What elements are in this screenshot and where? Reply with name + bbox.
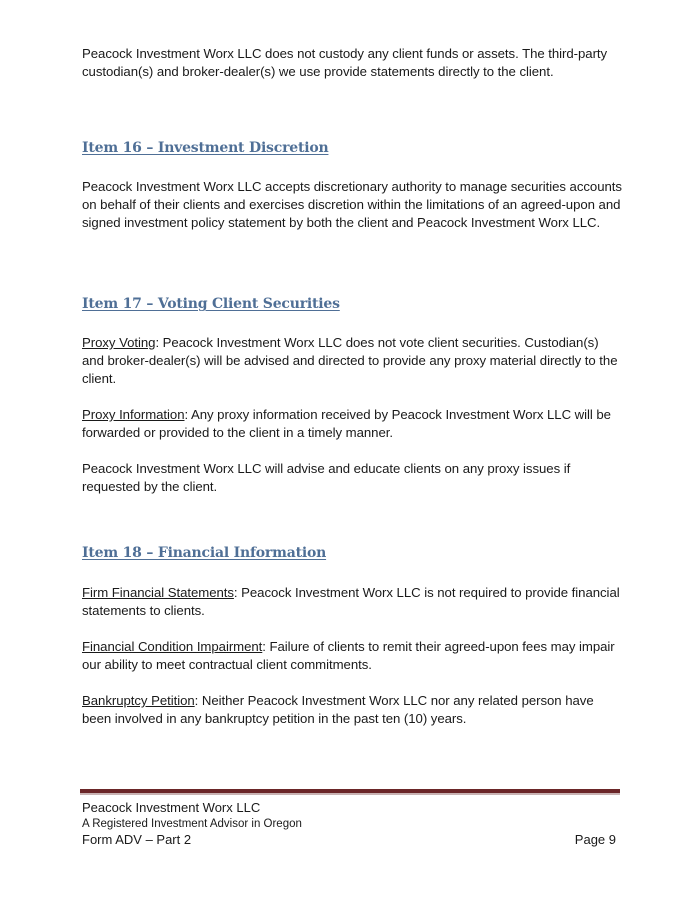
proxy-information-paragraph <box>82 406 622 442</box>
section-heading-item-17: Item 17 – Voting Client Securities <box>82 296 340 312</box>
bankruptcy-petition-label: Bankruptcy Petition <box>82 693 195 708</box>
proxy-education-paragraph <box>82 460 622 496</box>
proxy-information-label: Proxy Information <box>82 407 185 422</box>
paragraph-text: Peacock Investment Worx LLC accepts discretionary authority to manage securities accounts on behalf of their clients and exercises discretion within the limitations of an agreed-upon and signed investment policy statement by both the client and Peacock Investment Worx LLC. <box>82 179 622 230</box>
financial-condition-impairment-paragraph <box>82 638 622 674</box>
bankruptcy-petition-paragraph <box>82 692 622 728</box>
financial-condition-impairment-label: Financial Condition Impairment <box>82 639 263 654</box>
paragraph-text: Peacock Investment Worx LLC will advise and educate clients on any proxy issues if requested by the client. <box>82 461 571 494</box>
intro-paragraph: Peacock Investment Worx LLC does not custody any client funds or assets. The third-party custodian(s) and broker-dealer(s) we use provide statements directly to the client. <box>82 46 608 79</box>
section-heading-item-18: Item 18 – Financial Information <box>82 545 327 561</box>
paragraph-text: : Any proxy information received by Peacock Investment Worx LLC will be forwarded or provided to the client in a timely manner. <box>82 407 611 440</box>
page-number: Page 9 <box>574 832 616 847</box>
section-heading-item-16: Item 16 – Investment Discretion <box>82 140 329 156</box>
proxy-voting-paragraph <box>82 334 622 388</box>
footer-form-label: Form ADV – Part 2 <box>82 832 192 847</box>
footer-company-name: Peacock Investment Worx LLC <box>82 800 261 815</box>
paragraph-text: : Failure of clients to remit their agreed-upon fees may impair our ability to meet contractual client commitments. <box>82 639 615 672</box>
firm-financial-statements-paragraph <box>82 584 622 620</box>
paragraph-text: : Neither Peacock Investment Worx LLC nor any related person have been involved in any bankruptcy petition in the past ten (10) years. <box>82 693 594 726</box>
footer-tagline: A Registered Investment Advisor in Oregon <box>82 818 302 830</box>
paragraph-text: : Peacock Investment Worx LLC does not vote client securities. Custodian(s) and broker-dealer(s) will be advised and directed to provide any proxy material directly to the client. <box>82 335 618 386</box>
proxy-voting-label: Proxy Voting <box>82 335 156 350</box>
firm-financial-statements-label: Firm Financial Statements <box>82 585 234 600</box>
investment-discretion-paragraph <box>82 178 622 232</box>
footer-divider-shadow <box>80 793 620 795</box>
paragraph-text: : Peacock Investment Worx LLC is not required to provide financial statements to clients. <box>82 585 620 618</box>
